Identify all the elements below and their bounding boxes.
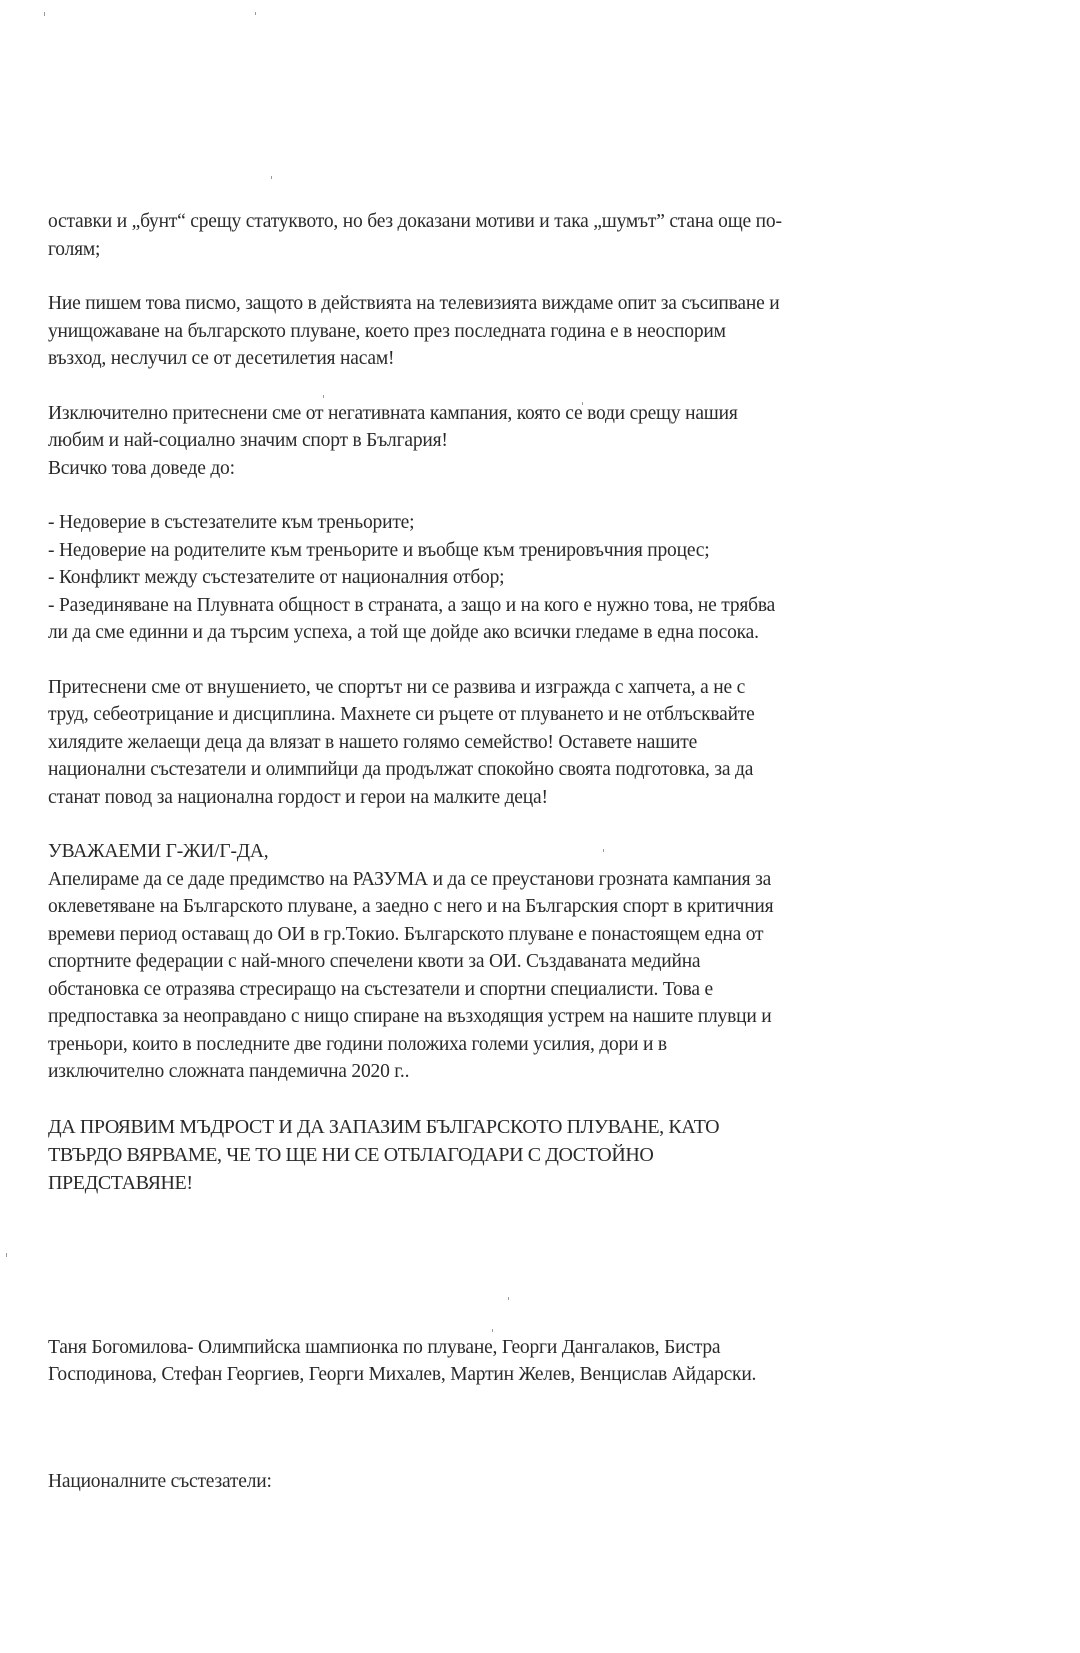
text-line: предпоставка за неоправдано с нищо спиране на възходящия устрем на нашите плувци и [48, 1006, 772, 1027]
spacer [48, 1224, 1008, 1334]
text-line: времеви период оставащ до ОИ в гр.Токио. Българското плуване е понастоящем една от [48, 923, 764, 945]
purpose-paragraph [48, 290, 1008, 373]
appeal-paragraph [48, 838, 1008, 1086]
text-line: любим и най-социално значим спорт в България! [48, 430, 448, 451]
spacer [48, 1416, 1008, 1468]
text-line: оставки и „бунт“ срещу статуквото, но без доказани мотиви и така „шумът” стана още по- [48, 211, 782, 232]
list-item: ли да сме единни и да търсим успеха, а той ще дойде ако всички гледаме в една посока. [48, 622, 759, 643]
text-line: ТВЪРДО ВЯРВАМЕ, ЧЕ ТО ЩЕ НИ СЕ ОТБЛАГОДАРИ С ДОСТОЙНО [48, 1143, 654, 1166]
text-line: Ние пишем това писмо, защото в действията на телевизията виждаме опит за съсипване и [48, 293, 780, 314]
scan-speck [271, 176, 272, 179]
text-line: Господинова, Стефан Георгиев, Георги Михалев, Мартин Желев, Венцислав Айдарски. [48, 1364, 757, 1385]
consequences-list [48, 509, 1008, 647]
text-line: унищожаване на българското плуване, което през последната година е в неоспорим [48, 320, 726, 342]
scan-speck [44, 12, 45, 16]
text-line: изключително сложната пандемична 2020 г.. [48, 1061, 410, 1082]
text-line: национални състезатели и олимпийци да продължат спокойно своята подготовка, за да [48, 759, 754, 780]
text-line: Всичко това доведе до: [48, 457, 235, 479]
letter-page [48, 208, 1008, 1522]
text-line: Притеснени сме от внушението, че спортът ни се развива и изгражда с хапчета, а не с [48, 676, 746, 698]
text-line: обстановка се отразява стресиращо на състезатели и спортни специалисти. Това е [48, 978, 713, 1000]
text-line: труд, себеотрицание и дисциплина. Махнете си ръцете от плуването и не отблъсквайте [48, 704, 755, 725]
text-line: спортните федерации с най-много спечелени квоти за ОИ. Създаваната медийна [48, 951, 701, 972]
list-item: - Разединяване на Плувната общност в страната, а защо и на кого е нужно това, не трябва [48, 594, 776, 616]
concern-paragraph [48, 400, 1008, 483]
text-line: станат повод за национална гордост и герои на малките деца! [48, 786, 548, 808]
text-line: възход, неслучил се от десетилетия насам! [48, 348, 395, 369]
suggestion-paragraph [48, 674, 1008, 812]
text-line: треньори, които в последните две години положиха големи усилия, дори и в [48, 1033, 667, 1055]
signatories [48, 1334, 1008, 1389]
text-line: хилядите желаещи деца да влязат в нашето голямо семейство! Оставете нашите [48, 731, 698, 753]
list-item: - Недоверие на родителите към треньорите и въобще към тренировъчния процес; [48, 539, 710, 561]
scan-speck [6, 1253, 7, 1257]
text-line: Таня Богомилова- Олимпийска шампионка по плуване, Георги Дангалаков, Бистра [48, 1336, 721, 1358]
text-line: Изключително притеснени сме от негативната кампания, която се води срещу нашия [48, 402, 738, 424]
list-item: - Недоверие в състезателите към треньорите; [48, 512, 415, 533]
text-line: голям; [48, 238, 101, 260]
scan-speck [255, 12, 256, 15]
list-item: - Конфликт между състезателите от националния отбор; [48, 567, 505, 588]
salutation: УВАЖАЕМИ Г-ЖИ/Г-ДА, [48, 841, 269, 862]
closing-statement [48, 1113, 1008, 1197]
text-line: Апелираме да се даде предимство на РАЗУМА и да се преустанови грозната кампания за [48, 868, 772, 890]
text-line: оклеветяване на Българското плуване, а заедно с него и на Българския спорт в критичния [48, 896, 774, 917]
intro-paragraph [48, 208, 1008, 263]
text-line: ПРЕДСТАВЯНЕ! [48, 1171, 193, 1194]
athletes-label: Националните състезатели: [48, 1470, 272, 1492]
text-line: ДА ПРОЯВИМ МЪДРОСТ И ДА ЗАПАЗИМ БЪЛГАРСКОТО ПЛУВАНЕ, КАТО [48, 1115, 720, 1138]
